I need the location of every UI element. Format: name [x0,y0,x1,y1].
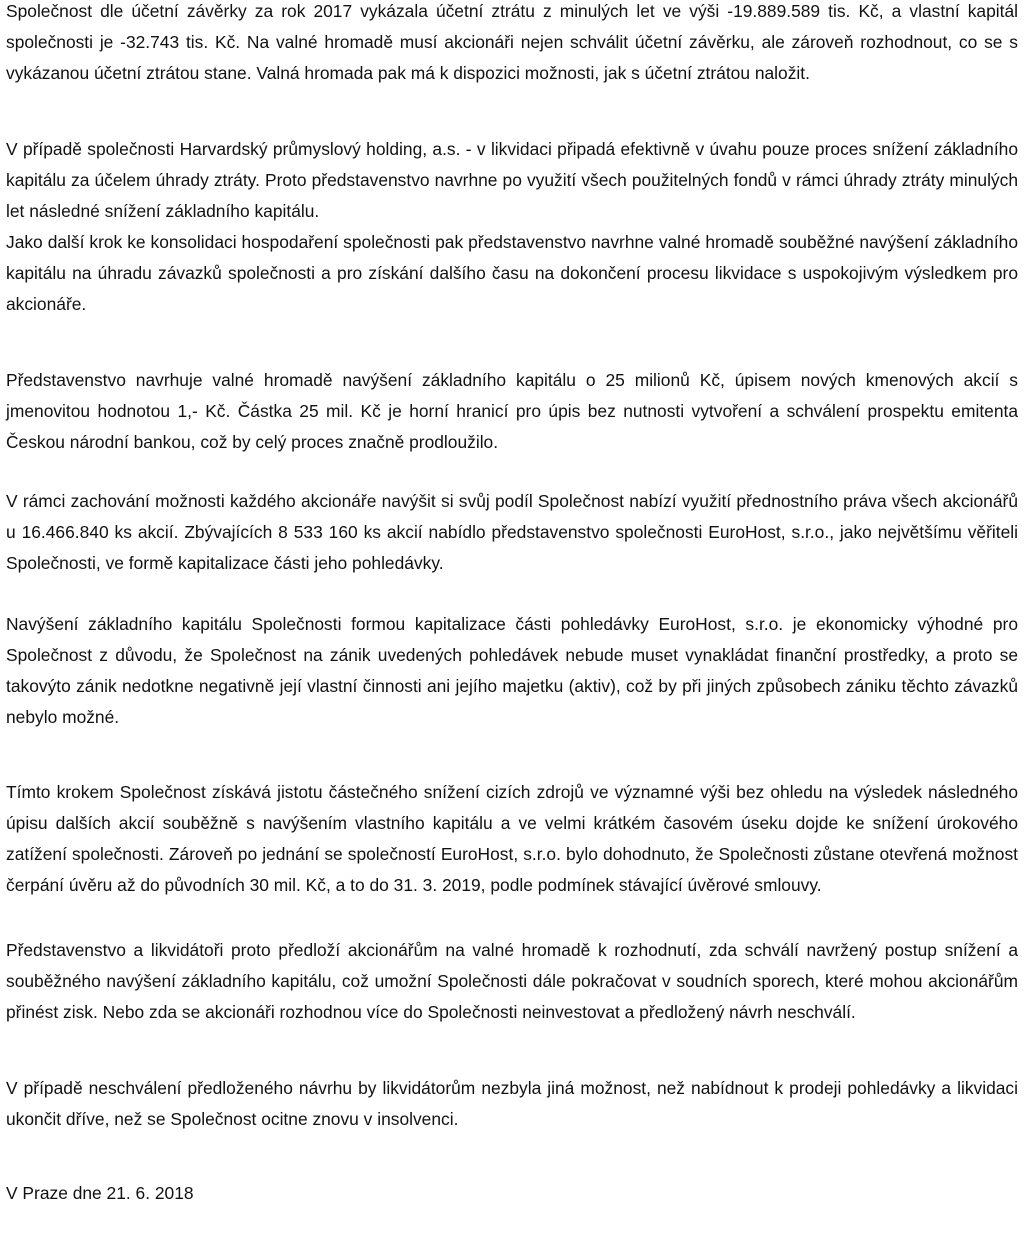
date-line: V Praze dne 21. 6. 2018 [6,1183,194,1203]
paragraph-capitalization-benefit: Navýšení základního kapitálu Společnosti formou kapitalizace části pohledávky EuroHost, s.r.o. je ekonomicky výhodné pro Společnost z důvodu, že Společnost na zánik uvedených pohledávek nebude muset vynakládat finanční prostředky, a proto se takovýto zánik nedotkne negativně její vlastní činnosti ani jejího majetku (aktiv), což by při jiných způsobech zániku těchto závazků nebylo možné. [6,614,1018,727]
paragraph-consolidation-step: Jako další krok ke konsolidaci hospodaření společnosti pak představenstvo navrhne valné hromadě souběžné navýšení základního kapitálu na úhradu závazků společnosti a pro získání dalšího času na dokončení procesu likvidace s uspokojivým výsledkem pro akcionáře. [6,232,1018,314]
paragraph-preemptive-rights: V rámci zachování možnosti každého akcionáře navýšit si svůj podíl Společnost nabízí využití přednostního práva všech akcionářů u 16.466.840 ks akcií. Zbývajících 8 533 160 ks akcií nabídlo představenstvo společnosti EuroHost, s.r.o., jako největšímu věřiteli Společnosti, ve formě kapitalizace části jeho pohledávky. [6,491,1018,573]
paragraph-accounting-loss: Společnost dle účetní závěrky za rok 2017 vykázala účetní ztrátu z minulých let ve výši -19.889.589 tis. Kč, a vlastní kapitál společnosti je -32.743 tis. Kč. Na valné hromadě musí akcionáři nejen schválit účetní závěrku, ale zároveň rozhodnout, co se s vykázanou účetní ztrátou stane. Valná hromada pak má k dispozici možnosti, jak s účetní ztrátou naložit. [6,1,1018,83]
paragraph-capital-reduction: V případě společnosti Harvardský průmyslový holding, a.s. - v likvidaci připadá efektivně v úvahu pouze proces snížení základního kapitálu za účelem úhrady ztráty. Proto představenstvo navrhne po využití všech použitelných fondů v rámci úhrady ztráty minulých let následné snížení základního kapitálu. [6,139,1018,221]
paragraph-shareholder-decision: Představenstvo a likvidátoři proto předloží akcionářům na valné hromadě k rozhodnutí, zda schválí navržený postup snížení a souběžného navýšení základního kapitálu, což umožní Společnosti dále pokračovat v soudních sporech, které mohou akcionářům přinést zisk. Nebo zda se akcionáři rozhodnou více do Společnosti neinvestovat a předložený návrh neschválí. [6,940,1018,1022]
paragraph-debt-reduction: Tímto krokem Společnost získává jistotu částečného snížení cizích zdrojů ve významné výši bez ohledu na výsledek následného úpisu dalších akcií souběžně s navýšením vlastního kapitálu a ve velmi krátkém časovém úseku dojde ke snížení úrokového zatížení společnosti. Zároveň po jednání se společností EuroHost, s.r.o. bylo dohodnuto, že Společnosti zůstane otevřená možnost čerpání úvěru až do původních 30 mil. Kč, a to do 31. 3. 2019, podle podmínek stávající úvěrové smlouvy. [6,782,1018,895]
paragraph-rejection-consequence: V případě neschválení předloženého návrhu by likvidátorům nezbyla jiná možnost, než nabídnout k prodeji pohledávky a likvidaci ukončit dříve, než se Společnost ocitne znovu v insolvenci. [6,1078,1018,1129]
paragraph-capital-increase-proposal: Představenstvo navrhuje valné hromadě navýšení základního kapitálu o 25 milionů Kč, úpisem nových kmenových akcií s jmenovitou hodnotou 1,- Kč. Částka 25 mil. Kč je horní hranicí pro úpis bez nutnosti vytvoření a schválení prospektu emitenta Českou národní bankou, což by celý proces značně prodloužilo. [6,370,1018,452]
